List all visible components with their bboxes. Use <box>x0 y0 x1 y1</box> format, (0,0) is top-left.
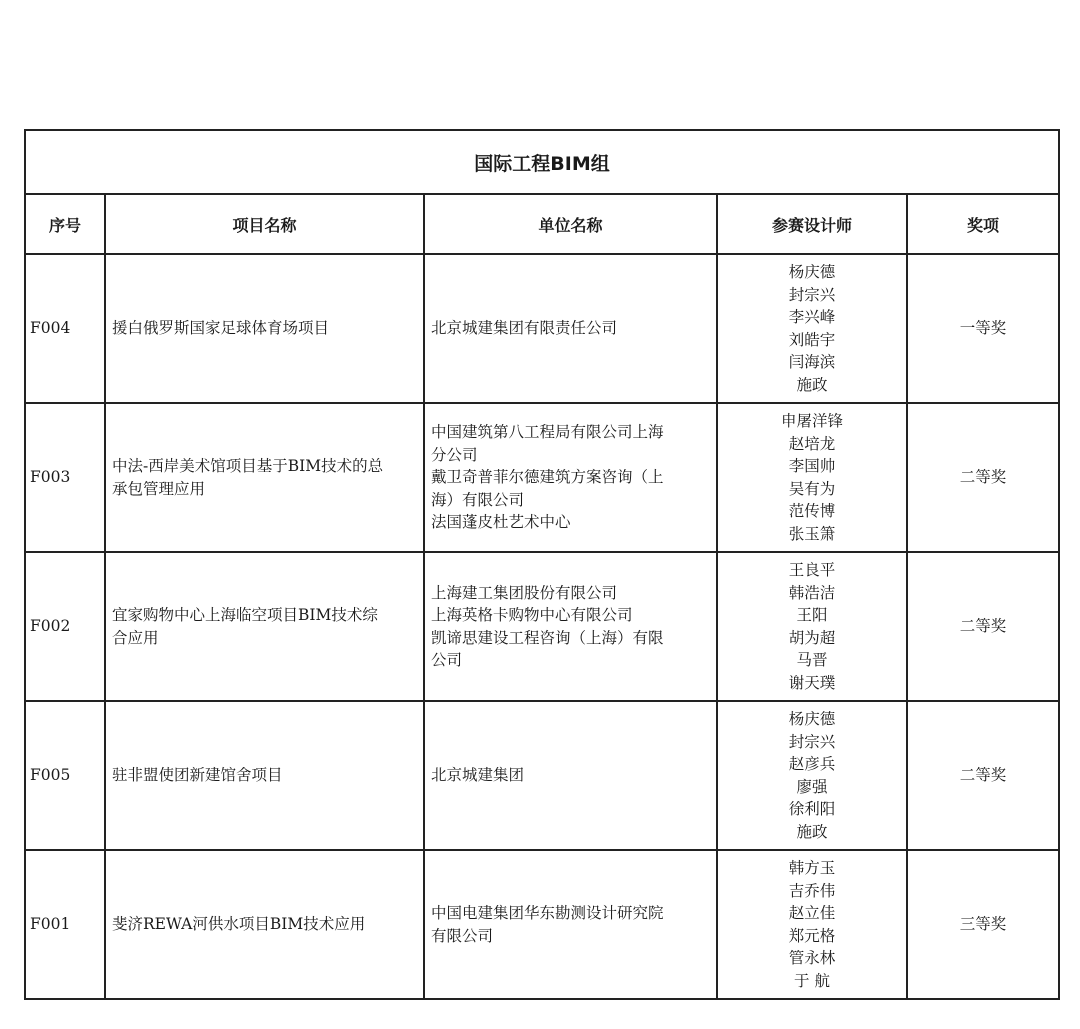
project-name <box>105 552 424 701</box>
organization-name <box>424 403 717 552</box>
entry-number: F003 <box>25 403 105 552</box>
designer-name: 王阳 <box>796 606 828 624</box>
designers-list <box>717 701 907 850</box>
designer-name: 赵培龙 <box>788 434 836 453</box>
table-row <box>25 403 1059 552</box>
organization-name-line: 海）有限公司 <box>431 490 525 509</box>
designer-name: 李兴峰 <box>788 308 836 326</box>
designer-name: 杨庆德 <box>788 710 836 728</box>
project-name-line: 斐济REWA河供水项目BIM技术应用 <box>112 915 366 934</box>
table-row <box>25 254 1059 403</box>
project-name-line: 援白俄罗斯国家足球体育场项目 <box>112 319 330 338</box>
organization-name <box>424 850 717 999</box>
award-level: 一等奖 <box>907 254 1059 403</box>
designers-list <box>717 254 907 403</box>
header-row <box>25 194 1059 254</box>
organization-name-line: 中国电建集团华东勘测设计研究院 <box>431 904 664 922</box>
organization-name-line: 公司 <box>431 651 463 669</box>
designer-name: 马晋 <box>796 651 828 669</box>
designers-list <box>717 850 907 999</box>
designer-name: 谢天璞 <box>788 673 836 692</box>
designers-list <box>717 403 907 552</box>
project-name-line: 宜家购物中心上海临空项目BIM技术综 <box>112 606 378 624</box>
designer-name: 廖强 <box>796 777 828 796</box>
designer-name: 李国帅 <box>788 457 836 475</box>
designer-name: 施政 <box>796 822 828 841</box>
organization-name <box>424 701 717 850</box>
organization-name-line: 分公司 <box>431 445 478 464</box>
organization-name-line: 北京城建集团 <box>431 766 525 785</box>
designers-list <box>717 552 907 701</box>
header-designers: 参赛设计师 <box>717 194 907 254</box>
designer-name: 闫海滨 <box>788 353 836 371</box>
award-level: 二等奖 <box>907 403 1059 552</box>
designer-name: 韩方玉 <box>788 859 836 877</box>
entry-number: F005 <box>25 701 105 850</box>
entry-number: F004 <box>25 254 105 403</box>
designer-name: 施政 <box>796 375 828 394</box>
award-level: 二等奖 <box>907 552 1059 701</box>
entry-number: F002 <box>25 552 105 701</box>
header-unit: 单位名称 <box>424 194 717 254</box>
designer-name: 赵立佳 <box>788 904 836 922</box>
designer-name: 申屠洋锋 <box>780 412 843 430</box>
awards-sheet <box>24 129 1058 1000</box>
header-no: 序号 <box>25 194 105 254</box>
designer-name: 吉乔伟 <box>788 881 836 900</box>
header-project: 项目名称 <box>105 194 424 254</box>
table-title: 国际工程BIM组 <box>25 130 1059 194</box>
organization-name-line: 北京城建集团有限责任公司 <box>431 319 618 338</box>
designer-name: 范传博 <box>788 502 836 520</box>
designer-name: 杨庆德 <box>788 263 836 281</box>
organization-name-line: 戴卫奇普菲尔德建筑方案咨询（上 <box>431 468 664 487</box>
designer-name: 徐利阳 <box>788 800 836 818</box>
organization-name-line: 有限公司 <box>431 926 494 945</box>
designer-name: 管永林 <box>788 949 836 967</box>
designer-name: 赵彦兵 <box>788 755 836 773</box>
designer-name: 于 航 <box>794 971 830 990</box>
organization-name-line: 上海建工集团股份有限公司 <box>431 583 618 602</box>
project-name-line: 承包管理应用 <box>112 479 206 498</box>
entry-number: F001 <box>25 850 105 999</box>
organization-name-line: 中国建筑第八工程局有限公司上海 <box>431 423 664 442</box>
project-name <box>105 254 424 403</box>
designer-name: 胡为超 <box>788 628 836 647</box>
designer-name: 王良平 <box>788 561 836 579</box>
designer-name: 刘皓宇 <box>788 330 836 349</box>
designer-name: 吴有为 <box>788 479 836 498</box>
designer-name: 韩浩洁 <box>788 583 836 602</box>
organization-name <box>424 254 717 403</box>
project-name <box>105 403 424 552</box>
awards-table <box>24 129 1060 1000</box>
award-level: 二等奖 <box>907 701 1059 850</box>
organization-name-line: 法国蓬皮杜艺术中心 <box>431 513 571 532</box>
award-level: 三等奖 <box>907 850 1059 999</box>
project-name <box>105 701 424 850</box>
designer-name: 封宗兴 <box>788 732 836 751</box>
designer-name: 封宗兴 <box>788 285 836 304</box>
project-name-line: 驻非盟使团新建馆舍项目 <box>112 766 283 785</box>
project-name-line: 合应用 <box>112 628 159 647</box>
designer-name: 郑元格 <box>788 926 836 945</box>
table-row <box>25 701 1059 850</box>
header-award: 奖项 <box>907 194 1059 254</box>
project-name-line: 中法-西岸美术馆项目基于BIM技术的总 <box>112 457 384 475</box>
project-name <box>105 850 424 999</box>
organization-name-line: 上海英格卡购物中心有限公司 <box>431 606 633 624</box>
table-row <box>25 850 1059 999</box>
organization-name <box>424 552 717 701</box>
organization-name-line: 凯谛思建设工程咨询（上海）有限 <box>431 628 664 647</box>
designer-name: 张玉箫 <box>788 524 836 543</box>
table-row <box>25 552 1059 701</box>
